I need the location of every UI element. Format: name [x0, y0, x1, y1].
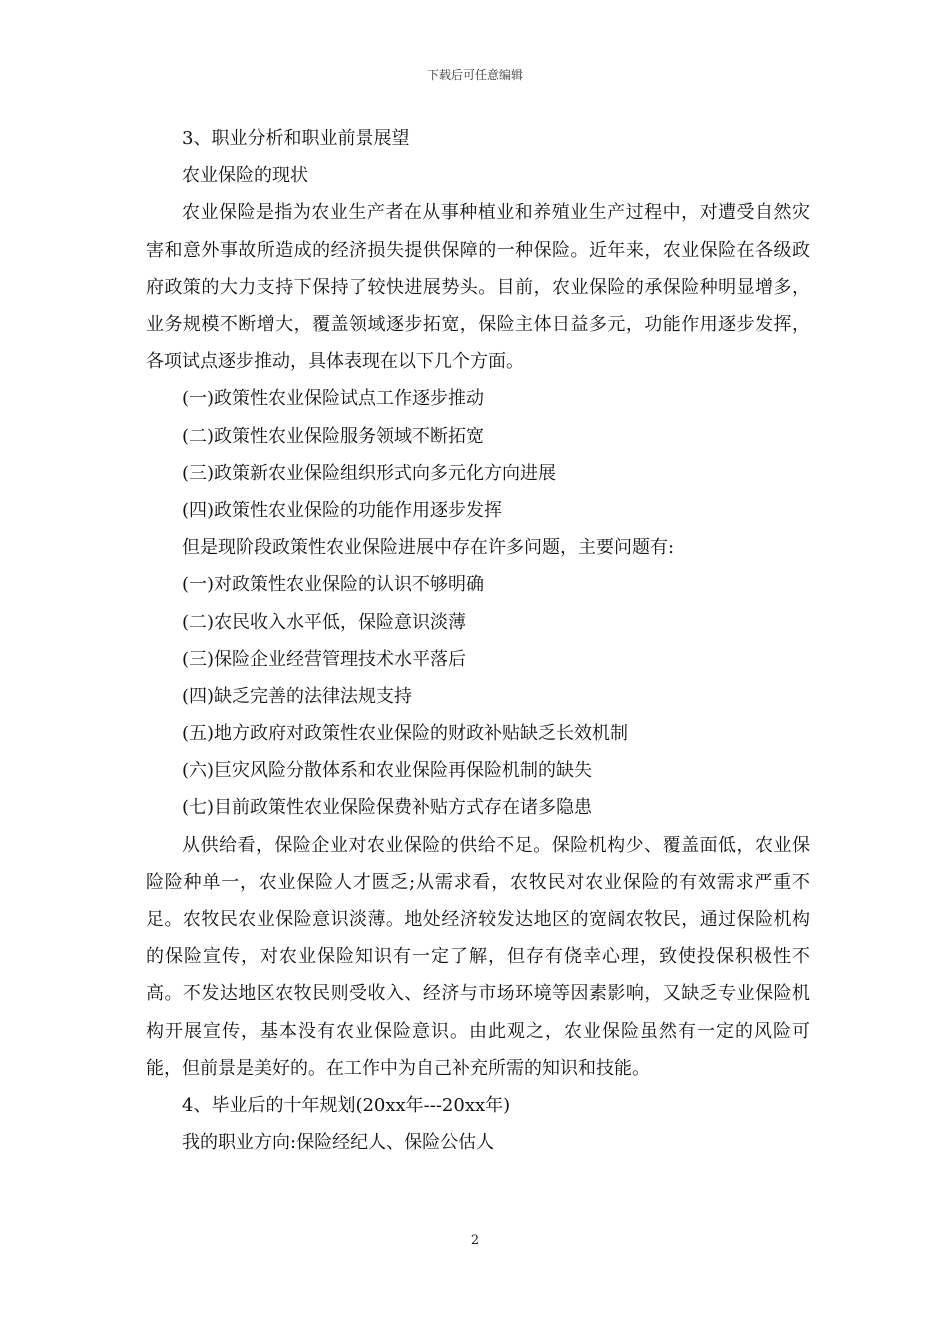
subheading-status: 农业保险的现状	[182, 165, 308, 187]
page-header: 下载后可任意编辑	[426, 68, 523, 82]
progress-item: (一)政策性农业保险试点工作逐步推动	[182, 388, 485, 410]
progress-item: (三)政策新农业保险组织形式向多元化方向进展	[182, 462, 557, 484]
problem-intro: 但是现阶段政策性农业保险进展中存在许多问题，主要问题有:	[182, 537, 675, 559]
problem-item: (四)缺乏完善的法律法规支持	[182, 685, 413, 707]
career-direction: 我的职业方向:保险经纪人、保险公估人	[182, 1132, 495, 1154]
problem-item: (七)目前政策性农业保险保费补贴方式存在诸多隐患	[182, 797, 593, 819]
analysis-paragraph: 从供给看，保险企业对农业保险的供给不足。保险机构少、覆盖面低，农业保险险种单一，农业保险人才匮乏;从需求看，农牧民对农业保险的有效需求严重不足。农牧民农业保险意识淡薄。地处经济较发达地区的宽阔农牧民，通过保险机构的保险宣传，对农业保险知识有一定了解，但存有侥幸心理，致使投保积极性不高。不发达地区农牧民则受收入、经济与市场环境等因素影响，又缺乏专业保险机构开展宣传，基本没有农业保险意识。由此观之，农业保险虽然有一定的风险可能，但前景是美好的。在工作中为自己补充所需的知识和技能。	[146, 834, 810, 1079]
page-number: 2	[470, 1233, 480, 1248]
problem-item: (五)地方政府对政策性农业保险的财政补贴缺乏长效机制	[182, 723, 629, 745]
intro-paragraph: 农业保险是指为农业生产者在从事种植业和养殖业生产过程中，对遭受自然灾害和意外事故所造成的经济损失提供保障的一种保险。近年来，农业保险在各级政府政策的大力支持下保持了较快进展势头。目前，农业保险的承保险种明显增多，业务规模不断增大，覆盖领域逐步拓宽，保险主体日益多元，功能作用逐步发挥，各项试点逐步推动，具体表现在以下几个方面。	[146, 202, 810, 373]
problem-item: (六)巨灾风险分散体系和农业保险再保险机制的缺失	[182, 760, 593, 782]
progress-item: (四)政策性农业保险的功能作用逐步发挥	[182, 499, 503, 521]
section-heading-4: 4、毕业后的十年规划(20xx年---20xx年)	[182, 1095, 511, 1117]
section-heading-3: 3、职业分析和职业前景展望	[182, 128, 410, 149]
problem-item: (三)保险企业经营管理技术水平落后	[182, 648, 467, 670]
problem-item: (一)对政策性农业保险的认识不够明确	[182, 574, 485, 596]
progress-item: (二)政策性农业保险服务领域不断拓宽	[182, 425, 485, 447]
document-body	[146, 120, 810, 1161]
problem-item: (二)农民收入水平低，保险意识淡薄	[182, 611, 467, 633]
